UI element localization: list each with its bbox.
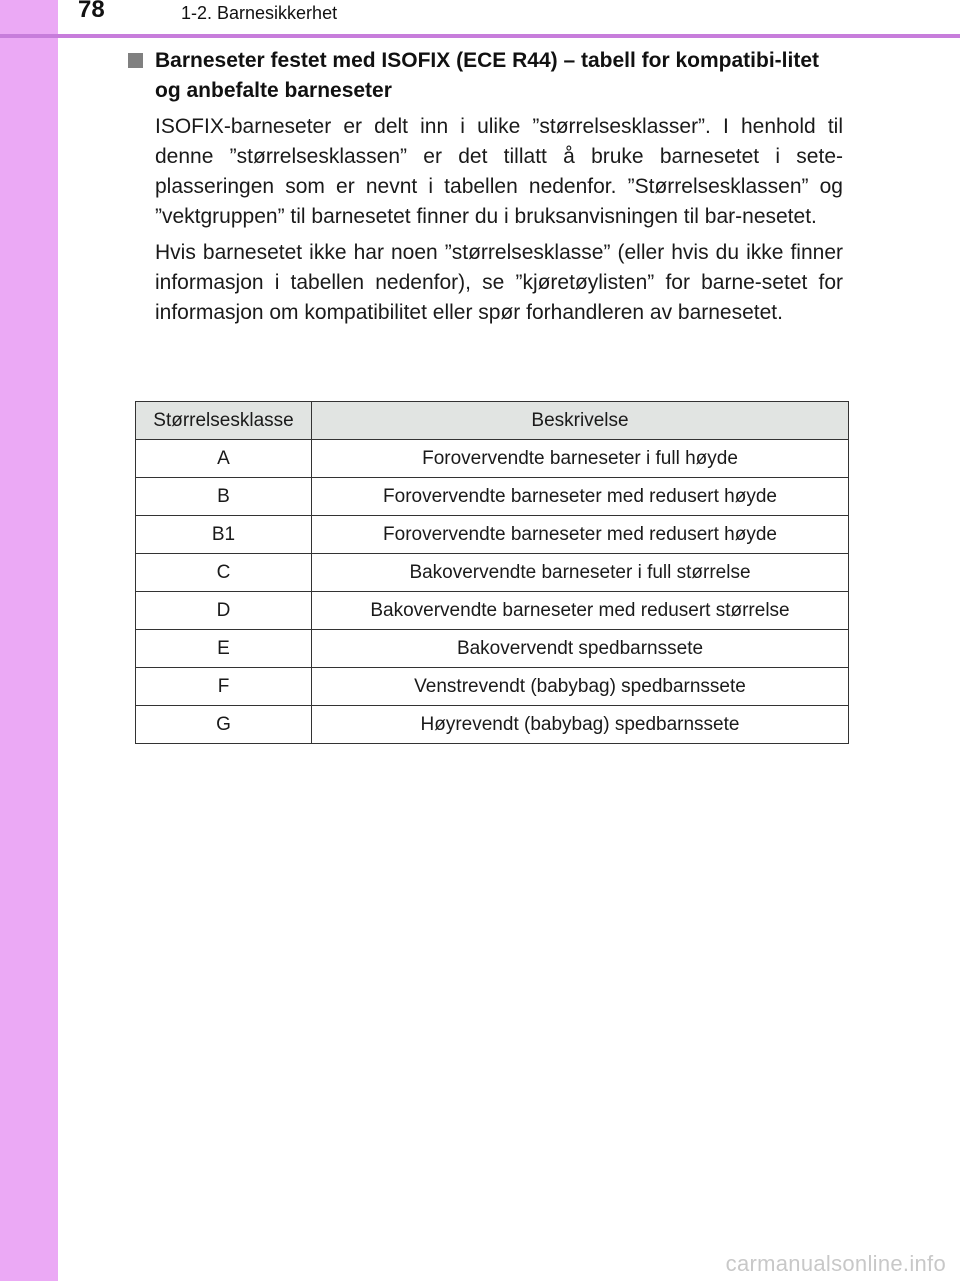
section-heading-text: Barneseter festet med ISOFIX (ECE R44) – tabell for kompatibi-litet og anbefalte barneseter <box>155 49 819 102</box>
table-row <box>136 440 849 478</box>
table-row <box>136 706 849 744</box>
size-class-cell: D <box>136 592 312 630</box>
table-row <box>136 478 849 516</box>
description-cell: Forovervendte barneseter med redusert høyde <box>312 478 849 516</box>
section-title: 1-2. Barnesikkerhet <box>181 3 338 23</box>
header-rule <box>0 34 960 38</box>
page-number: 78 <box>78 0 105 23</box>
table-row <box>136 668 849 706</box>
size-class-cell: C <box>136 554 312 592</box>
section-heading <box>155 46 843 106</box>
size-class-cell: B <box>136 478 312 516</box>
description-cell: Bakovervendt spedbarnssete <box>312 630 849 668</box>
square-bullet-icon <box>128 53 143 68</box>
table-row <box>136 554 849 592</box>
description-cell: Høyrevendt (babybag) spedbarnssete <box>312 706 849 744</box>
size-class-cell: G <box>136 706 312 744</box>
description-cell: Bakovervendte barneseter i full størrelse <box>312 554 849 592</box>
table-row <box>136 592 849 630</box>
main-content <box>155 46 843 334</box>
description-cell: Bakovervendte barneseter med redusert størrelse <box>312 592 849 630</box>
column-header-description: Beskrivelse <box>312 402 849 440</box>
paragraph: ISOFIX-barneseter er delt inn i ulike ”størrelsesklasser”. I henhold til denne ”størrelsesklassen” er det tillatt å bruke barnesetet i sete-plasseringen som er nevnt i tabellen nedenfor. ”Størrelsesklassen” og ”vektgruppen” til barnesetet finner du i bruksanvisningen til bar-nesetet. <box>155 115 843 228</box>
description-cell: Venstrevendt (babybag) spedbarnssete <box>312 668 849 706</box>
description-cell: Forovervendte barneseter med redusert høyde <box>312 516 849 554</box>
watermark: carmanualsonline.info <box>725 1251 946 1276</box>
page-sidebar <box>0 0 58 1281</box>
column-header-size-class: Størrelsesklasse <box>136 402 312 440</box>
description-cell: Forovervendte barneseter i full høyde <box>312 440 849 478</box>
size-class-table <box>135 401 849 744</box>
table-header-row <box>136 402 849 440</box>
paragraph: Hvis barnesetet ikke har noen ”størrelsesklasse” (eller hvis du ikke finner informasjon i tabellen nedenfor), se ”kjøretøylisten” for barne-setet for informasjon om kompatibilitet eller spør forhandleren av barnesetet. <box>155 241 843 324</box>
size-class-cell: A <box>136 440 312 478</box>
size-class-cell: F <box>136 668 312 706</box>
size-class-cell: E <box>136 630 312 668</box>
table-row <box>136 516 849 554</box>
size-class-cell: B1 <box>136 516 312 554</box>
table-row <box>136 630 849 668</box>
